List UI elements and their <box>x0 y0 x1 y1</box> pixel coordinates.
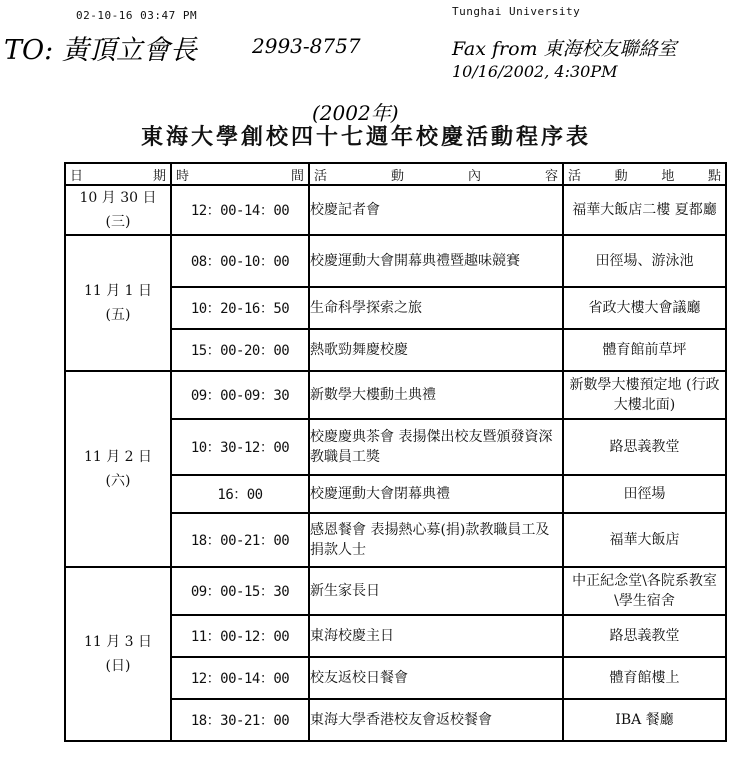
time-cell: 12：00-14：00 <box>171 657 309 699</box>
time-cell: 18：30-21：00 <box>171 699 309 741</box>
activity-cell: 生命科學探索之旅 <box>309 287 563 329</box>
header-location-char: 地 <box>661 168 675 184</box>
header-activity-char: 容 <box>544 168 558 184</box>
handwritten-datetime: 10/16/2002, 4:30PM <box>452 62 618 81</box>
activity-cell: 校友返校日餐會 <box>309 657 563 699</box>
table-row <box>65 567 726 615</box>
activity-cell: 校慶慶典茶會 表揚傑出校友暨頒發資深教職員工獎 <box>309 419 563 475</box>
activity-cell: 校慶運動大會開幕典禮暨趣味競賽 <box>309 235 563 287</box>
activity-cell: 感恩餐會 表揚熱心募(捐)款教職員工及捐款人士 <box>309 513 563 567</box>
activity-cell: 新數學大樓動土典禮 <box>309 371 563 419</box>
header-date <box>65 163 171 185</box>
header-location-char: 活 <box>568 168 582 184</box>
weekday-label: (日) <box>105 658 131 674</box>
time-cell: 10：20-16：50 <box>171 287 309 329</box>
location-cell: 路思義教堂 <box>563 419 726 475</box>
fax-timestamp: 02-10-16 03:47 PM <box>76 9 198 22</box>
time-cell: 12：00-14：00 <box>171 185 309 235</box>
table-row <box>65 235 726 287</box>
date-label: 11 月 1 日 <box>83 283 153 299</box>
date-cell <box>65 185 171 235</box>
location-cell: 中正紀念堂\各院系教室\學生宿舍 <box>563 567 726 615</box>
table-header-row <box>65 163 726 185</box>
date-label: 11 月 2 日 <box>83 449 153 465</box>
activity-cell: 東海校慶主日 <box>309 615 563 657</box>
date-label: 10 月 30 日 <box>79 190 157 206</box>
header-activity <box>309 163 563 185</box>
header-location-char: 點 <box>707 168 721 184</box>
location-cell: 體育館樓上 <box>563 657 726 699</box>
location-cell: 田徑場、游泳池 <box>563 235 726 287</box>
weekday-label: (三) <box>105 214 131 230</box>
time-cell: 09：00-09：30 <box>171 371 309 419</box>
header-time-char: 時 <box>176 168 190 184</box>
handwritten-sender: Fax from 東海校友聯絡室 <box>452 38 677 60</box>
time-cell: 08：00-10：00 <box>171 235 309 287</box>
location-cell: 福華大飯店 <box>563 513 726 567</box>
activity-cell: 熱歌勁舞慶校慶 <box>309 329 563 371</box>
activity-cell: 新生家長日 <box>309 567 563 615</box>
date-label: 11 月 3 日 <box>83 634 153 650</box>
time-cell: 15：00-20：00 <box>171 329 309 371</box>
header-activity-char: 動 <box>390 168 404 184</box>
handwritten-phone: 2993-8757 <box>252 34 361 58</box>
schedule-table <box>64 162 727 742</box>
weekday-label: (五) <box>105 307 131 323</box>
activity-cell: 校慶記者會 <box>309 185 563 235</box>
date-cell <box>65 235 171 371</box>
fax-sender: Tunghai University <box>452 5 581 18</box>
activity-cell: 東海大學香港校友會返校餐會 <box>309 699 563 741</box>
header-time <box>171 163 309 185</box>
header-activity-char: 活 <box>314 168 328 184</box>
location-cell: 田徑場 <box>563 475 726 513</box>
location-cell: 福華大飯店二樓 夏都廳 <box>563 185 726 235</box>
schedule-body <box>65 185 726 741</box>
activity-cell: 校慶運動大會閉幕典禮 <box>309 475 563 513</box>
header-activity-char: 內 <box>467 168 481 184</box>
header-location <box>563 163 726 185</box>
date-cell <box>65 371 171 567</box>
table-row <box>65 185 726 235</box>
handwritten-recipient: TO: 黃頂立會長 <box>4 35 197 66</box>
location-cell: 路思義教堂 <box>563 615 726 657</box>
header-date-char: 日 <box>70 168 84 184</box>
weekday-label: (六) <box>105 473 131 489</box>
location-cell: IBA 餐廳 <box>563 699 726 741</box>
time-cell: 18：00-21：00 <box>171 513 309 567</box>
header-date-char: 期 <box>152 168 166 184</box>
date-cell <box>65 567 171 741</box>
time-cell: 11：00-12：00 <box>171 615 309 657</box>
location-cell: 體育館前草坪 <box>563 329 726 371</box>
table-row <box>65 371 726 419</box>
time-cell: 16：00 <box>171 475 309 513</box>
header-location-char: 動 <box>614 168 628 184</box>
time-cell: 10：30-12：00 <box>171 419 309 475</box>
location-cell: 新數學大樓預定地 (行政大樓北面) <box>563 371 726 419</box>
handwritten-year-note: (2002年) <box>312 101 399 125</box>
header-time-char: 間 <box>290 168 304 184</box>
location-cell: 省政大樓大會議廳 <box>563 287 726 329</box>
document-title: 東海大學創校四十七週年校慶活動程序表 <box>140 124 591 150</box>
time-cell: 09：00-15：30 <box>171 567 309 615</box>
